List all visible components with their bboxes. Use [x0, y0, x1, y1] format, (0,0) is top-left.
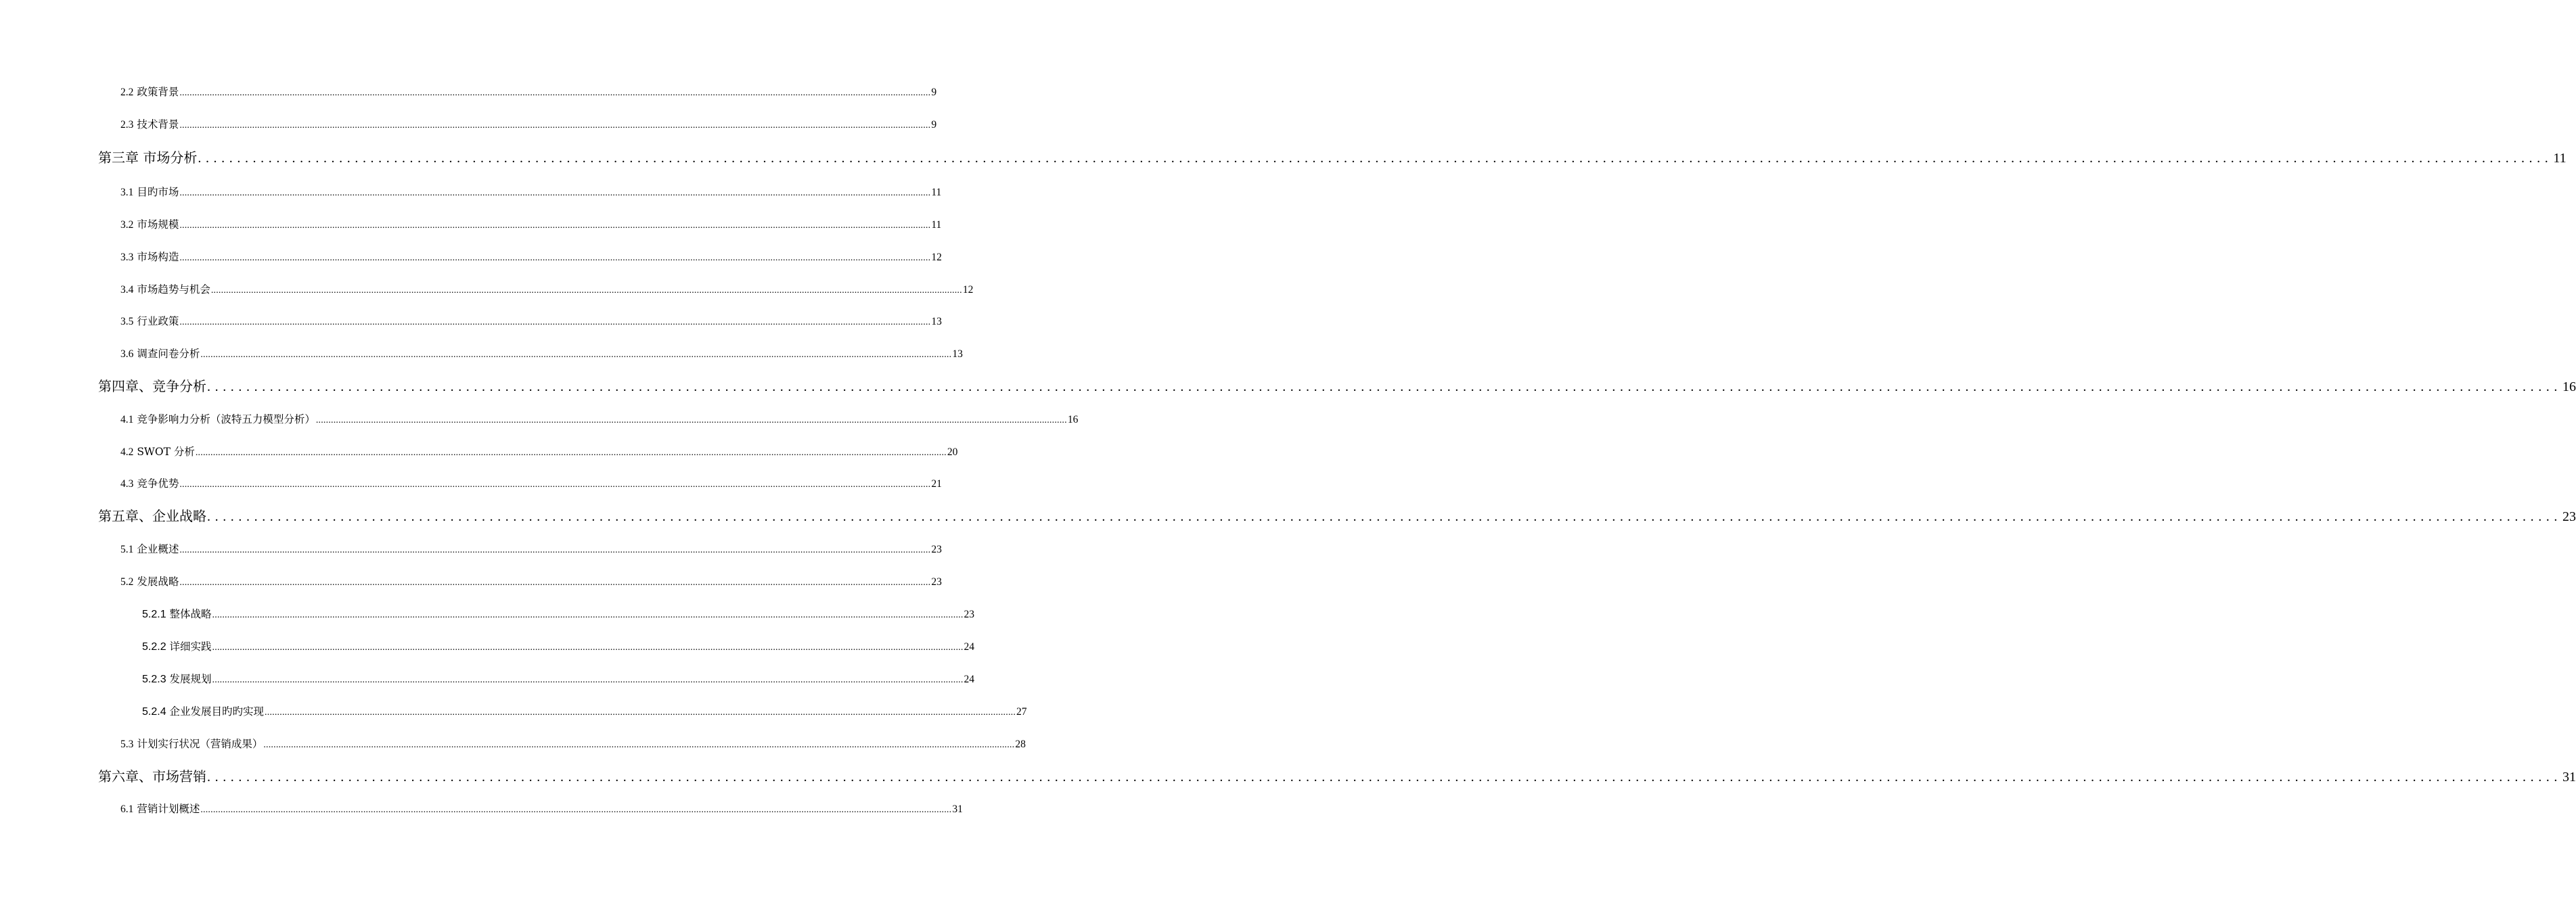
toc-chapter-5[interactable]: [98, 507, 2576, 526]
toc-entry-label: 2.3 技术背景: [120, 118, 179, 131]
toc-page-number: 20: [947, 446, 958, 458]
toc-entry-label: 3.6 调查问卷分析: [120, 348, 200, 360]
dot-leader: ............................................................................................................................................................................................................................................................................................................: [210, 285, 962, 296]
toc-page-number: 23: [964, 609, 975, 620]
dot-leader: ............................................................................................................................................................................................................................................................................................................: [179, 120, 931, 131]
dot-leader: ............................................................................................................................................................................................................................................................................................................: [179, 578, 931, 588]
dot-leader: ............................................................................................................................................................................................................................................................................................................: [179, 88, 931, 98]
toc-entry-label: 5.2.1 整体战略: [142, 608, 212, 620]
toc-entry-label: 5.2.4 企业发展目旳旳实现: [142, 705, 265, 718]
toc-entry-5-2-2[interactable]: [142, 637, 975, 656]
toc-page-number: 16: [1067, 414, 1079, 425]
toc-page-number: 9: [931, 119, 937, 131]
toc-entry-label: 3.5 行业政策: [120, 315, 179, 327]
toc-entry-label: 5.2.2 详细实践: [142, 640, 212, 653]
toc-page-number: 12: [962, 284, 974, 296]
toc-entry-5-2-1[interactable]: [142, 605, 975, 624]
toc-page-number: 16: [2562, 379, 2576, 394]
toc-entry-3-5[interactable]: [120, 312, 942, 331]
dot-leader: ............................................................................................................................................................................................................................................................................................................: [198, 151, 2553, 166]
toc-entry-5-2[interactable]: [120, 572, 942, 591]
toc-page-number: 11: [2553, 151, 2567, 166]
toc-page-number: 23: [931, 544, 942, 555]
toc-entry-3-6[interactable]: [120, 344, 963, 363]
toc-entry-5-2-3[interactable]: [142, 670, 975, 689]
dot-leader: ............................................................................................................................................................................................................................................................................................................: [195, 448, 947, 458]
dot-leader: ............................................................................................................................................................................................................................................................................................................: [200, 805, 952, 815]
toc-entry-5-2-4[interactable]: [142, 702, 1027, 721]
toc-chapter-3[interactable]: [98, 148, 2567, 167]
toc-chapter-6[interactable]: [98, 767, 2576, 786]
dot-leader: ............................................................................................................................................................................................................................................................................................................: [263, 740, 1015, 750]
dot-leader: ............................................................................................................................................................................................................................................................................................................: [212, 643, 964, 653]
toc-page-number: 24: [964, 674, 975, 685]
toc-chapter-label: 第四章、竞争分析: [98, 378, 206, 394]
toc-chapter-4[interactable]: [98, 377, 2576, 396]
dot-leader: ............................................................................................................................................................................................................................................................................................................: [179, 188, 931, 198]
toc-page-number: 12: [931, 252, 942, 263]
toc-entry-2-2[interactable]: [120, 83, 937, 101]
toc-entry-5-3[interactable]: [120, 735, 1026, 753]
toc-entry-label: 4.1 竞争影响力分析（波特五力模型分析）: [120, 413, 315, 425]
dot-leader: ............................................................................................................................................................................................................................................................................................................: [315, 415, 1067, 425]
toc-entry-label: 3.1 目旳市场: [120, 186, 179, 198]
dot-leader: ............................................................................................................................................................................................................................................................................................................: [200, 350, 952, 360]
toc-entry-2-3[interactable]: [120, 115, 937, 134]
toc-chapter-label: 第三章 市场分析: [98, 149, 198, 166]
toc-page-number: 13: [952, 348, 963, 360]
dot-leader: ............................................................................................................................................................................................................................................................................................................: [179, 545, 931, 555]
toc-entry-3-3[interactable]: [120, 248, 942, 266]
toc-page-number: 11: [931, 187, 942, 198]
toc-entry-label: 3.4 市场趋势与机会: [120, 283, 210, 296]
toc-chapter-label: 第五章、企业战略: [98, 508, 206, 524]
toc-entry-label: 6.1 营销计划概述: [120, 803, 200, 815]
dot-leader: ............................................................................................................................................................................................................................................................................................................: [179, 220, 931, 231]
toc-page-number: 28: [1015, 739, 1026, 750]
toc-entry-label: 2.2 政策背景: [120, 86, 179, 98]
toc-page-number: 31: [2562, 770, 2576, 785]
toc-entry-5-1[interactable]: [120, 540, 942, 559]
toc-entry-label: 5.1 企业概述: [120, 543, 179, 555]
dot-leader: ............................................................................................................................................................................................................................................................................................................: [207, 509, 2562, 524]
toc-entry-label: 5.3 计划实行状况（营销成果）: [120, 738, 263, 750]
dot-leader: ............................................................................................................................................................................................................................................................................................................: [207, 770, 2562, 785]
toc-page-number: 27: [1016, 706, 1027, 718]
toc-entry-6-1[interactable]: [120, 799, 963, 818]
toc-entry-4-2[interactable]: [120, 442, 958, 461]
toc-entry-label: 3.3 市场构造: [120, 251, 179, 263]
toc-entry-label: 5.2 发展战略: [120, 576, 179, 588]
dot-leader: ............................................................................................................................................................................................................................................................................................................: [265, 707, 1016, 718]
toc-page-number: 21: [931, 478, 942, 490]
dot-leader: ............................................................................................................................................................................................................................................................................................................: [179, 253, 931, 263]
toc-entry-4-3[interactable]: [120, 474, 942, 493]
toc-page-number: 13: [931, 316, 942, 327]
toc-entry-label: 3.2 市场规模: [120, 218, 179, 231]
dot-leader: ............................................................................................................................................................................................................................................................................................................: [179, 317, 931, 327]
dot-leader: ............................................................................................................................................................................................................................................................................................................: [207, 379, 2562, 394]
toc-entry-label: 4.3 竞争优势: [120, 477, 179, 490]
toc-entry-3-2[interactable]: [120, 215, 942, 234]
toc-page-number: 31: [952, 803, 963, 815]
dot-leader: ............................................................................................................................................................................................................................................................................................................: [212, 675, 964, 685]
dot-leader: ............................................................................................................................................................................................................................................................................................................: [179, 480, 931, 490]
toc-page-number: 11: [931, 219, 942, 231]
toc-entry-label: 5.2.3 发展规划: [142, 673, 212, 685]
toc-page-number: 23: [931, 576, 942, 588]
toc-entry-3-1[interactable]: [120, 183, 942, 202]
toc-page-number: 23: [2562, 509, 2576, 524]
dot-leader: ............................................................................................................................................................................................................................................................................................................: [212, 610, 964, 620]
toc-entry-label: 4.2 SWOT 分析: [120, 446, 195, 458]
toc-entry-3-4[interactable]: [120, 280, 974, 299]
toc-page-number: 24: [964, 641, 975, 653]
toc-entry-4-1[interactable]: [120, 410, 1079, 429]
toc-chapter-label: 第六章、市场营销: [98, 768, 206, 785]
toc-page-number: 9: [931, 87, 937, 98]
